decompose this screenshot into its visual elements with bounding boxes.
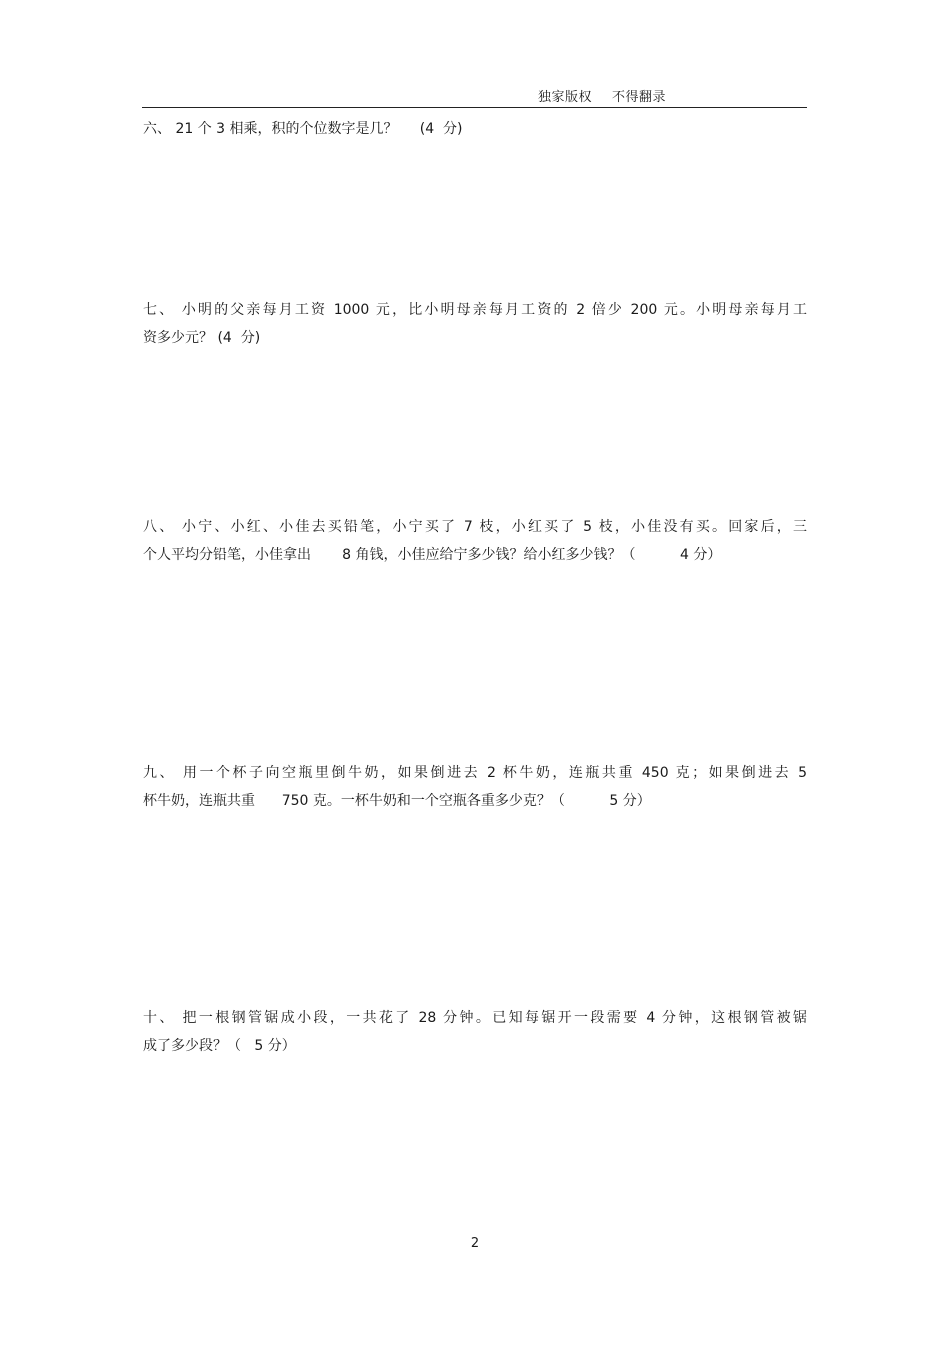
- question-line: 个人平均分铅笔，小佳拿出 8 角钱，小佳应给宁多少钱？给小红多少钱？（ 4 分）: [143, 547, 722, 563]
- header-no-copy: 不得翻录: [612, 90, 667, 105]
- question-line: 七、 小明的父亲每月工资 1000 元，比小明母亲每月工资的 2 倍少 200 元。小明母亲每月工: [143, 302, 807, 318]
- page-header: [538, 86, 666, 105]
- question-line: 杯牛奶，连瓶共重 750 克。一杯牛奶和一个空瓶各重多少克？（ 5 分）: [143, 793, 651, 809]
- question-6: [143, 115, 807, 143]
- question-8: [143, 513, 807, 569]
- question-line: 九、 用一个杯子向空瓶里倒牛奶，如果倒进去 2 杯牛奶，连瓶共重 450 克；如果倒进去 5: [143, 765, 807, 781]
- header-copyright: 独家版权: [538, 90, 593, 105]
- question-7: [143, 296, 807, 352]
- header-divider: [142, 107, 807, 108]
- question-line: 资多少元？ (4 分): [143, 330, 261, 346]
- question-line: 六、 21 个 3 相乘，积的个位数字是几？ (4 分): [143, 121, 463, 137]
- question-9: [143, 759, 807, 815]
- page-number: 2: [470, 1236, 480, 1251]
- question-line: 十、 把一根钢管锯成小段，一共花了 28 分钟。已知每锯开一段需要 4 分钟，这根钢管被锯: [143, 1010, 807, 1026]
- question-line: 八、 小宁、小红、小佳去买铅笔，小宁买了 7 枝，小红买了 5 枝，小佳没有买。回家后，三: [143, 519, 807, 535]
- question-line: 成了多少段？（ 5 分）: [143, 1038, 296, 1054]
- question-10: [143, 1004, 807, 1060]
